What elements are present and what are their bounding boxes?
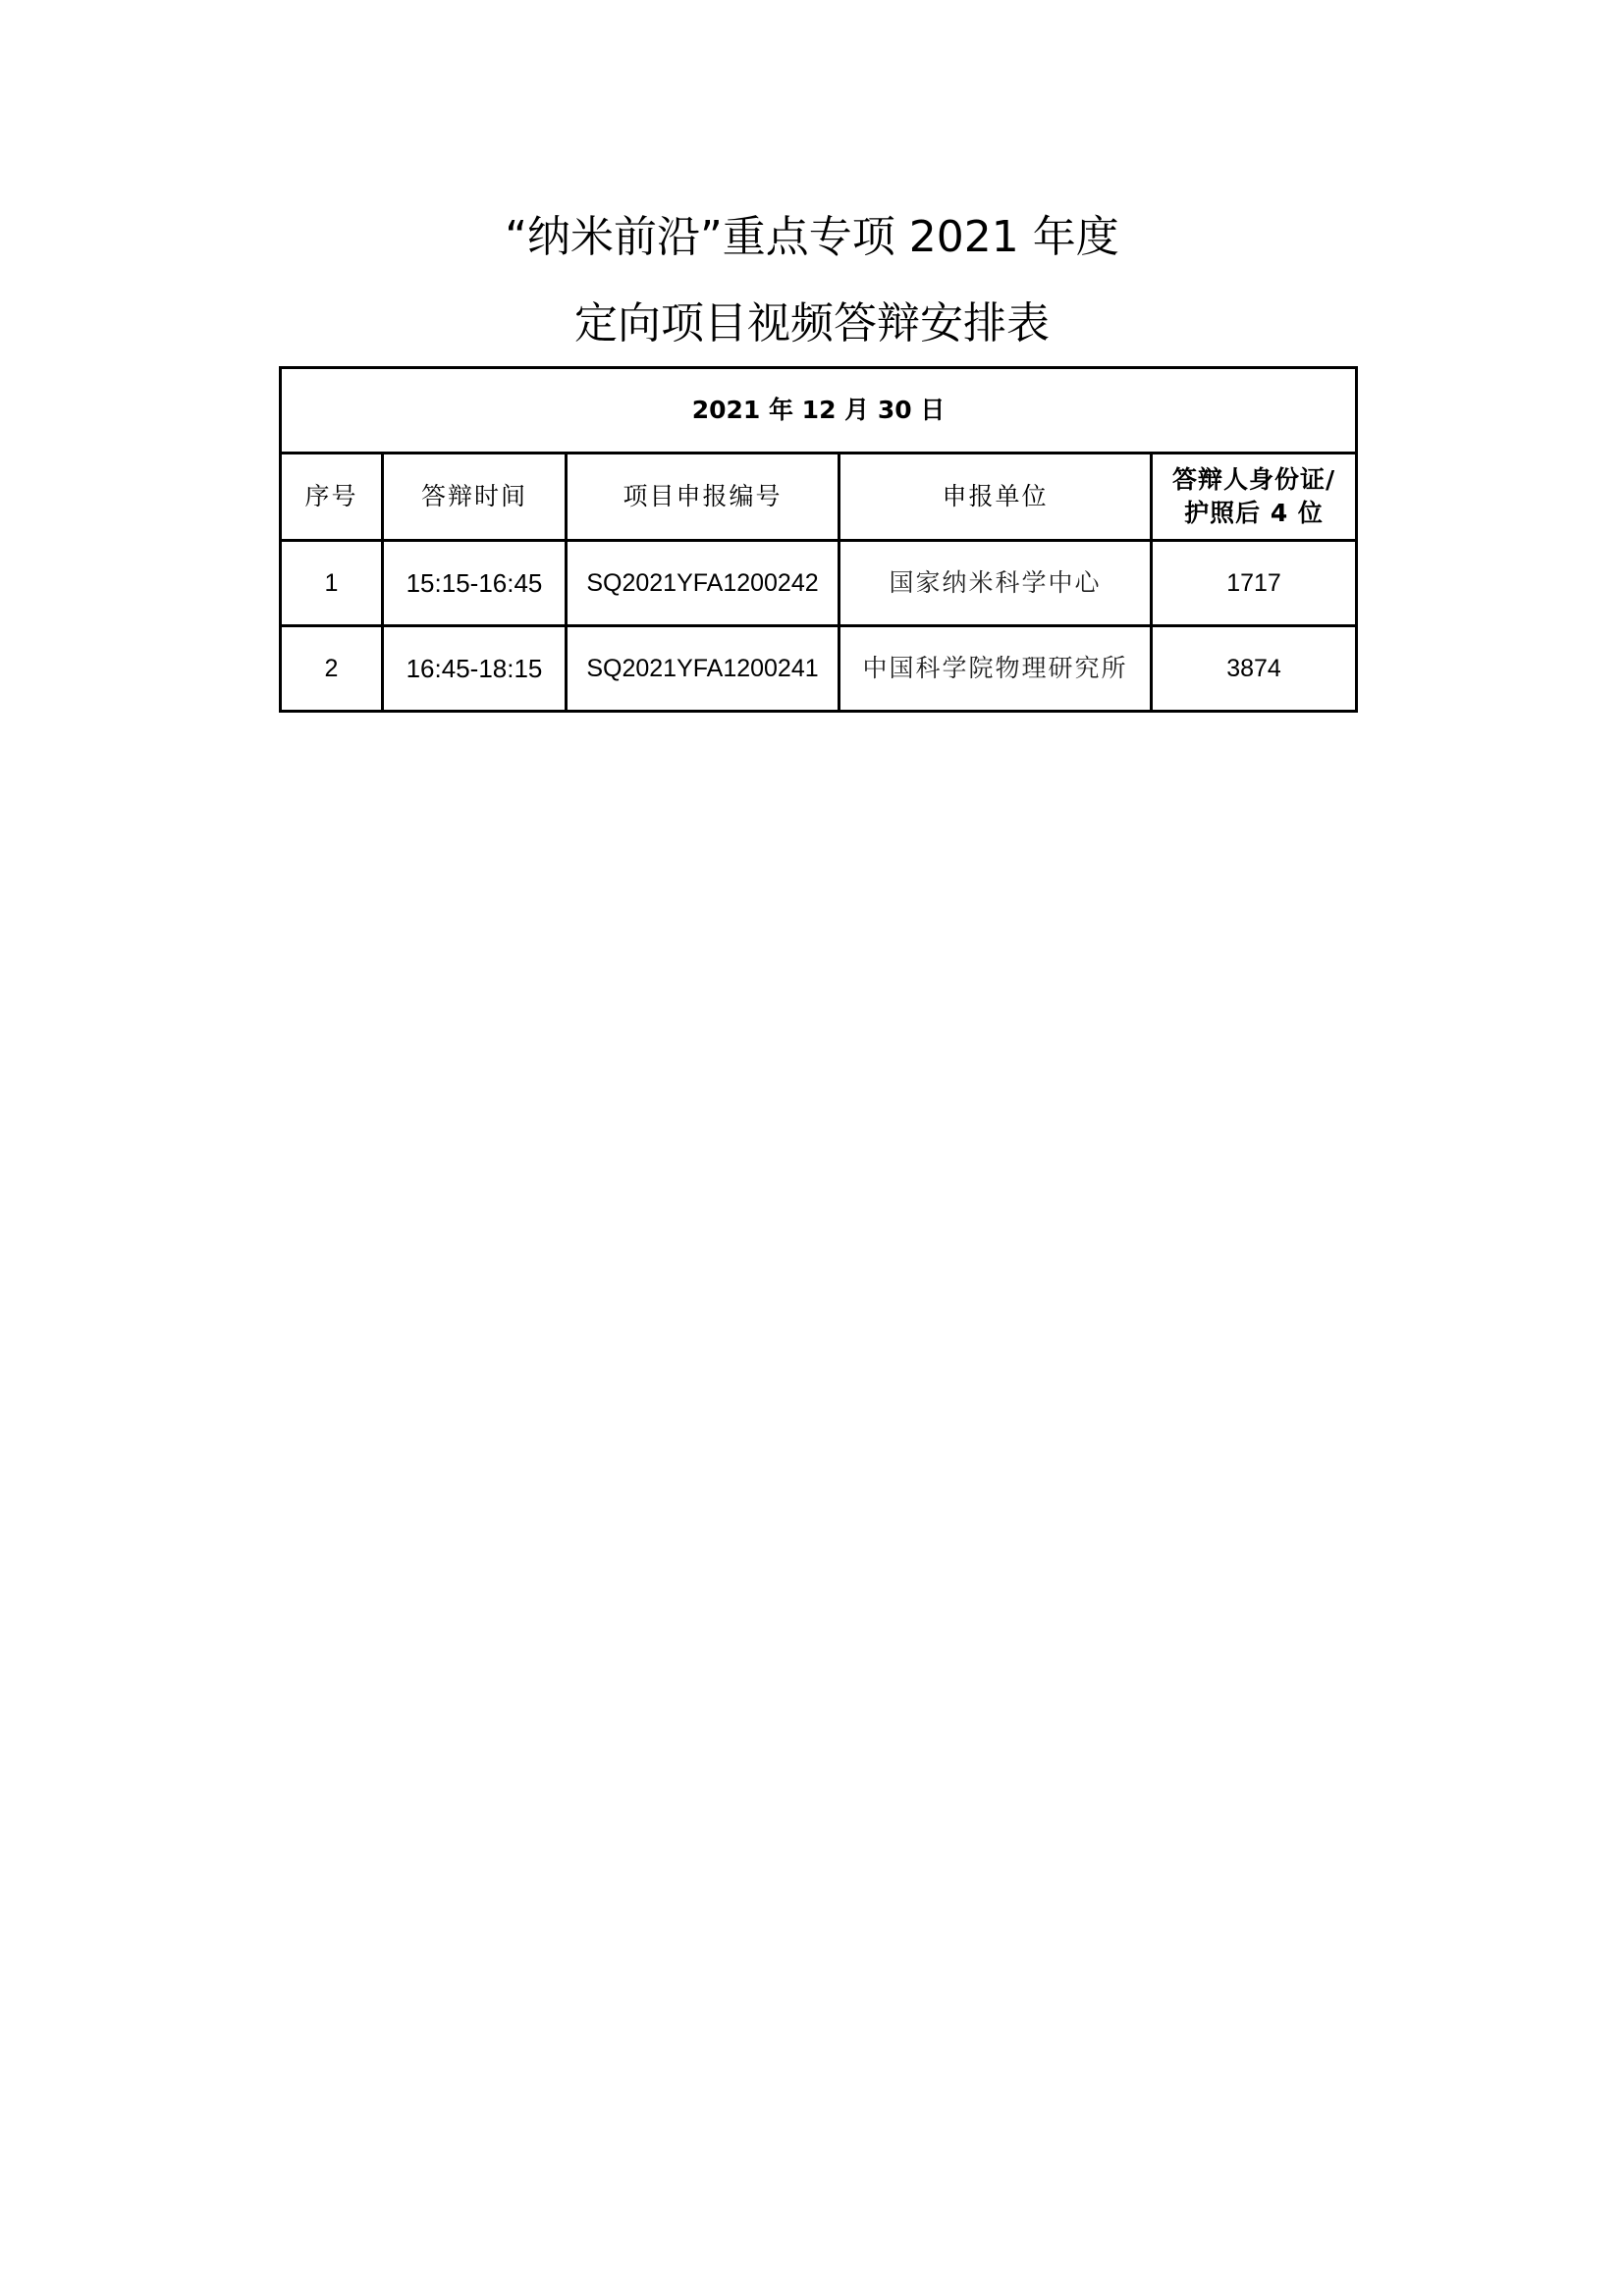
header-id-line-2: 护照后 4 位 <box>1184 499 1324 527</box>
defense-schedule-table <box>279 366 1358 713</box>
document-title-line-1: “纳米前沿”重点专项 2021 年度 <box>505 212 1119 262</box>
cell-seq: 1 <box>281 541 383 626</box>
header-project-no: 项目申报编号 <box>567 454 839 541</box>
cell-seq: 2 <box>281 626 383 712</box>
header-time: 答辩时间 <box>383 454 567 541</box>
cell-time: 16:45-18:15 <box>383 626 567 712</box>
cell-id-last4: 1717 <box>1152 541 1357 626</box>
header-row <box>281 454 1357 541</box>
header-id-line-1: 答辩人身份证/ <box>1171 465 1336 494</box>
cell-project-no: SQ2021YFA1200242 <box>567 541 839 626</box>
cell-id-last4: 3874 <box>1152 626 1357 712</box>
header-unit: 申报单位 <box>839 454 1152 541</box>
header-id-last4 <box>1152 454 1357 541</box>
cell-time: 15:15-16:45 <box>383 541 567 626</box>
cell-project-no: SQ2021YFA1200241 <box>567 626 839 712</box>
table-row <box>281 541 1357 626</box>
header-seq: 序号 <box>281 454 383 541</box>
schedule-date: 2021 年 12 月 30 日 <box>281 368 1357 454</box>
date-row <box>281 368 1357 454</box>
cell-unit: 国家纳米科学中心 <box>839 541 1152 626</box>
document-title-line-2: 定向项目视频答辩安排表 <box>574 298 1050 348</box>
cell-unit: 中国科学院物理研究所 <box>839 626 1152 712</box>
table-row <box>281 626 1357 712</box>
